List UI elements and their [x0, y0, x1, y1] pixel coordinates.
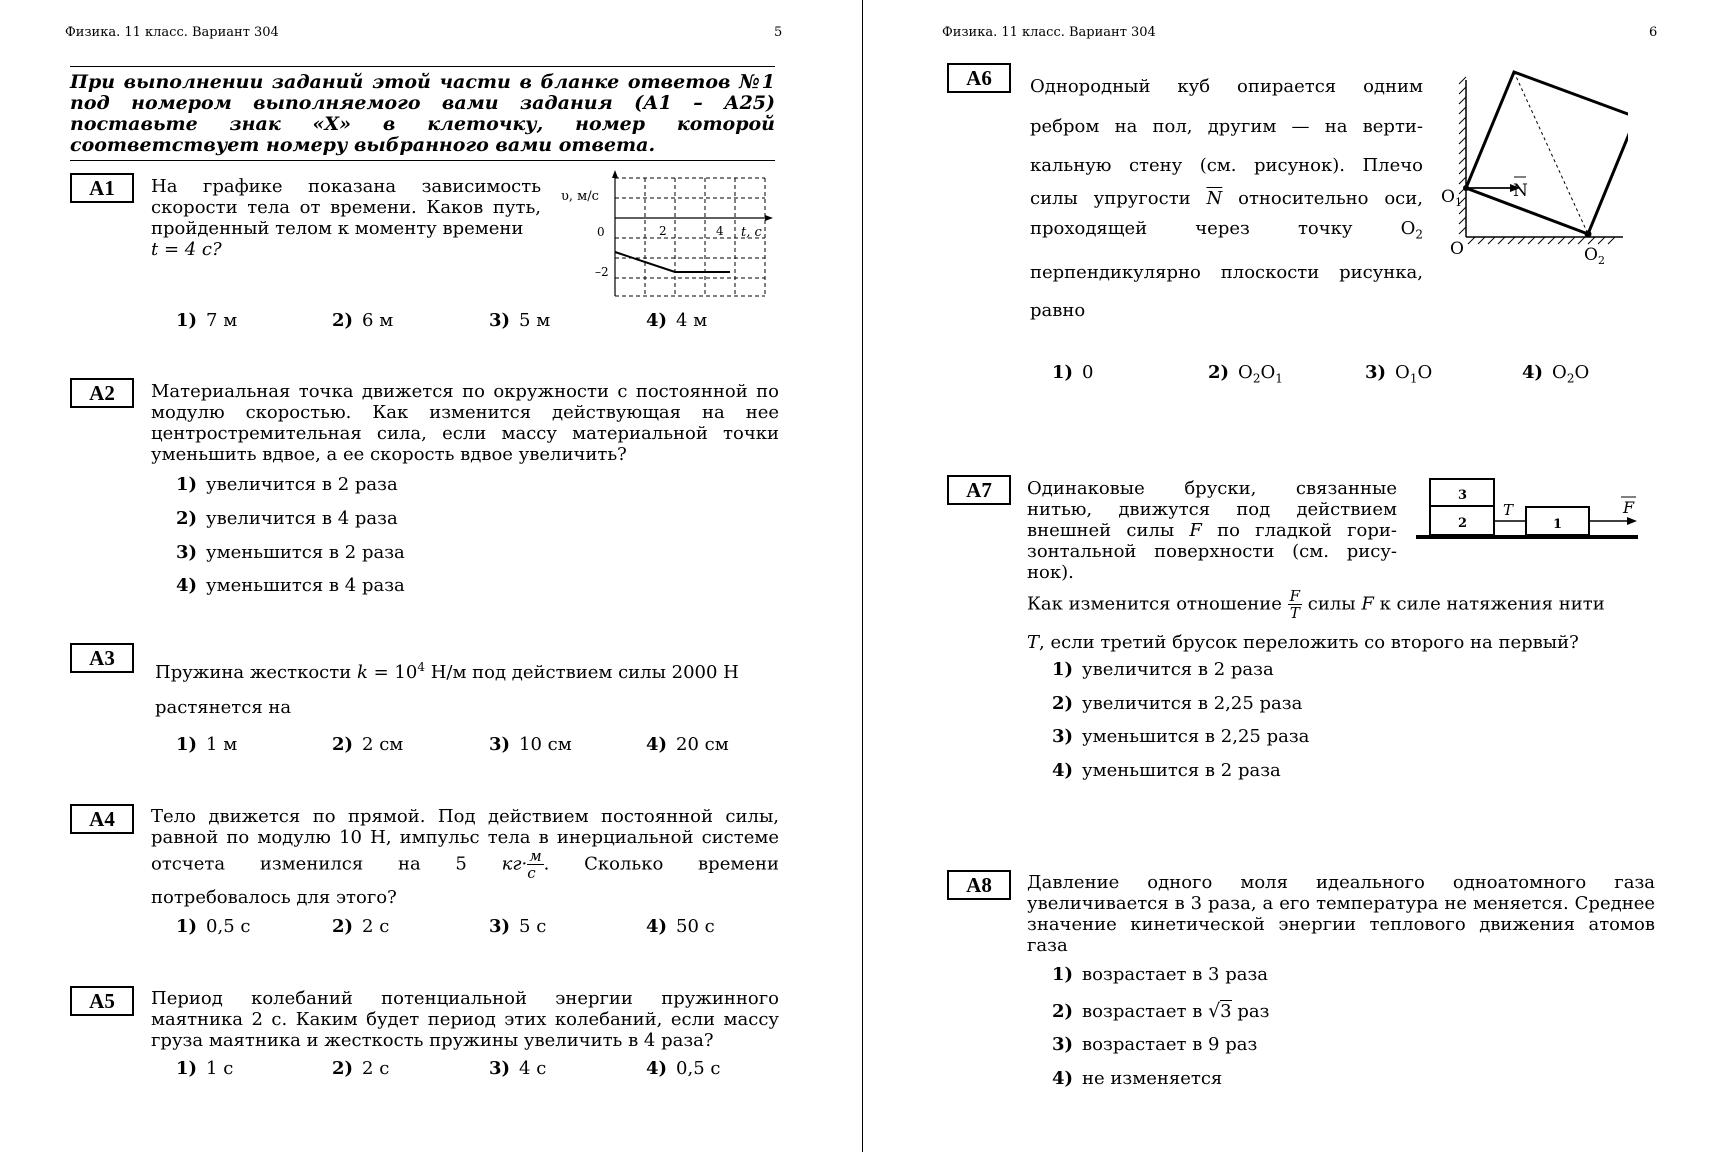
- a3-option-1[interactable]: 1) 1 м: [176, 734, 238, 755]
- a5-option-2[interactable]: 2) 2 с: [332, 1058, 390, 1079]
- a7-line-4: зонтальной поверхности (см. рису-: [1027, 541, 1397, 562]
- cube-outline: [1466, 72, 1628, 234]
- question-text-a5: Период колебаний потенциальной энергии пружинного маятника 2 с. Каким будет период этих колебаний, если массу груза маятника и жесткость пружины увеличить в 4 раза?: [151, 988, 779, 1051]
- question-text-a4-line3: потребовалось для этого?: [151, 887, 397, 908]
- question-label-a2: А2: [70, 378, 134, 408]
- a7-blocks-figure: [1413, 475, 1643, 545]
- a3-option-2[interactable]: 2) 2 см: [332, 734, 404, 755]
- question-text-a3-line2: растянется на: [155, 697, 292, 718]
- a1-option-2[interactable]: 2) 6 м: [332, 310, 394, 331]
- a4-option-3[interactable]: 3) 5 с: [489, 916, 547, 937]
- question-label-a1: А1: [70, 173, 134, 203]
- a6-option-4[interactable]: 4) $O_2O$: [1522, 362, 1590, 386]
- graph-tick-2: 2: [659, 224, 667, 238]
- a1-option-4[interactable]: 4) 4 м: [646, 310, 708, 331]
- a6-line-7: равно: [1030, 300, 1086, 321]
- a5-option-4[interactable]: 4) 0,5 с: [646, 1058, 721, 1079]
- a7-option-2[interactable]: 2) увеличится в 2,25 раза: [1052, 693, 1303, 714]
- a7-line-5: нок).: [1027, 562, 1074, 583]
- a1-option-1[interactable]: 1) 7 м: [176, 310, 238, 331]
- a4-option-1[interactable]: 1) 0,5 с: [176, 916, 251, 937]
- a3-option-3[interactable]: 3) 10 см: [489, 734, 572, 755]
- question-label-a8: А8: [947, 870, 1011, 900]
- wall-hatching: [1459, 77, 1466, 234]
- label-n: N: [1513, 181, 1528, 201]
- question-label-a3: А3: [70, 643, 134, 673]
- a7-line-2: нитью, движутся под действием: [1027, 499, 1397, 520]
- label-o: O: [1450, 239, 1464, 259]
- question-text-a8: Давление одного моля идеального одноатомного газа увеличивается в 3 раза, а его температура не меняется. Среднее значение кинетической энергии теплового движения атомов газа: [1027, 872, 1655, 956]
- a8-option-2[interactable]: 2) возрастает в √3 раз: [1052, 1000, 1270, 1022]
- a3-option-4[interactable]: 4) 20 см: [646, 734, 729, 755]
- thread-t-label: T: [1503, 501, 1514, 519]
- a1-text-tail: t = 4 с?: [151, 239, 222, 260]
- a6-line-3: кальную стену (см. рисунок). Плечо: [1030, 155, 1423, 176]
- a6-line-1: Однородный куб опирается одним: [1030, 76, 1423, 97]
- question-text-a3: Пружина жесткости $k = 10^4$ Н/м под действием силы 2000 Н: [155, 660, 739, 683]
- a5-option-1[interactable]: 1) 1 с: [176, 1058, 234, 1079]
- page-header-right: Физика. 11 класс. Вариант 304: [942, 25, 1156, 40]
- block-1-label: 1: [1553, 517, 1563, 532]
- a6-line-2: ребром на пол, другим — на верти-: [1030, 116, 1423, 137]
- block-2-label: 2: [1458, 516, 1468, 531]
- question-text-a1: [151, 176, 541, 260]
- a7-option-3[interactable]: 3) уменьшится в 2,25 раза: [1052, 726, 1310, 747]
- graph-tick-4: 4: [716, 224, 724, 238]
- graph-y-arrow: [612, 170, 618, 178]
- a7-option-1[interactable]: 1) увеличится в 2 раза: [1052, 659, 1274, 680]
- label-o1: $O_1$: [1441, 187, 1462, 209]
- graph-xlabel: t, с: [741, 225, 762, 240]
- a1-text-body: На графике показана зависимость скорости тела от времени. Каков путь, пройденный телом к моменту времени: [151, 176, 541, 239]
- a2-option-2[interactable]: 2) увеличится в 4 раза: [176, 508, 398, 529]
- a4-option-2[interactable]: 2) 2 с: [332, 916, 390, 937]
- question-text-a4: Тело движется по прямой. Под действием постоянной силы, равной по модулю 10 Н, импульс тела в инерциальной системе отсчета изменился на 5 кг· $\frac{м}{с}$ . Сколько времени: [151, 806, 779, 882]
- force-f-arrowhead: [1627, 517, 1637, 525]
- a7-line-3: внешней силы F по гладкой гори-: [1027, 520, 1397, 541]
- a7-option-4[interactable]: 4) уменьшится в 2 раза: [1052, 760, 1281, 781]
- graph-ylabel: υ, м/с: [561, 189, 599, 204]
- a6-line-5: проходящей через точку $O_2$: [1030, 218, 1423, 242]
- a6-option-2[interactable]: 2) $O_2O_1$: [1208, 362, 1283, 386]
- question-label-a5: А5: [70, 986, 134, 1016]
- question-label-a4: А4: [70, 804, 134, 834]
- instruction-top-rule: [70, 66, 775, 67]
- a2-option-3[interactable]: 3) уменьшится в 2 раза: [176, 542, 405, 563]
- page-number-left: 5: [774, 25, 783, 40]
- graph-velocity-line: [615, 252, 730, 272]
- graph-x-arrow: [765, 215, 773, 221]
- a6-line-6: перпендикулярно плоскости рисунка,: [1030, 262, 1423, 283]
- a7-question-line-1: Как изменится отношение $\frac{F}{T}$ силы F к силе натяжения нити: [1027, 587, 1605, 622]
- graph-tick-minus2: –2: [595, 265, 609, 279]
- a6-cube-figure: [1438, 62, 1628, 267]
- question-label-a7: А7: [947, 475, 1011, 505]
- a7-line-1: Одинаковые бруски, связанные: [1027, 478, 1397, 499]
- a7-question-line-2: T, если третий брусок переложить со второго на первый?: [1027, 632, 1579, 653]
- a2-option-1[interactable]: 1) увеличится в 2 раза: [176, 474, 398, 495]
- label-o2: $O_2$: [1584, 245, 1605, 267]
- a1-velocity-graph: [555, 168, 775, 303]
- a8-option-4[interactable]: 4) не изменяется: [1052, 1068, 1223, 1089]
- question-text-a2: Материальная точка движется по окружности с постоянной по модулю скоростью. Как изменится действующая на нее центростремительная сила, если массу материальной точки уменьшить вдвое, а ее скорость вдвое увеличить?: [151, 381, 779, 465]
- a6-line-4: силы упругости $\overline{N}$ относительно оси,: [1030, 188, 1423, 209]
- block-3-label: 3: [1458, 488, 1468, 503]
- force-f-label: F: [1623, 498, 1635, 517]
- page-header-left: Физика. 11 класс. Вариант 304: [65, 25, 279, 40]
- a1-option-3[interactable]: 3) 5 м: [489, 310, 551, 331]
- graph-zero-label: 0: [597, 225, 605, 239]
- question-label-a6: А6: [947, 63, 1011, 93]
- a6-option-1[interactable]: 1) 0: [1052, 362, 1094, 383]
- a5-option-3[interactable]: 3) 4 с: [489, 1058, 547, 1079]
- a8-option-1[interactable]: 1) возрастает в 3 раза: [1052, 964, 1269, 985]
- instruction-text: При выполнении заданий этой части в бланке ответов №1 под номером выполняемого вами задания (А1 – А25) поставьте знак «Х» в клеточку, номер которой соответствует номеру выбранного вами ответа.: [70, 71, 775, 156]
- point-o2: [1585, 231, 1592, 238]
- page-divider: [862, 0, 863, 1152]
- a8-option-3[interactable]: 3) возрастает в 9 раз: [1052, 1034, 1258, 1055]
- instruction-bottom-rule: [70, 160, 775, 161]
- floor-hatching: [1468, 237, 1615, 244]
- a6-option-3[interactable]: 3) $O_1O$: [1365, 362, 1433, 386]
- a4-option-4[interactable]: 4) 50 с: [646, 916, 715, 937]
- page-number-right: 6: [1649, 25, 1658, 40]
- a2-option-4[interactable]: 4) уменьшится в 4 раза: [176, 575, 405, 596]
